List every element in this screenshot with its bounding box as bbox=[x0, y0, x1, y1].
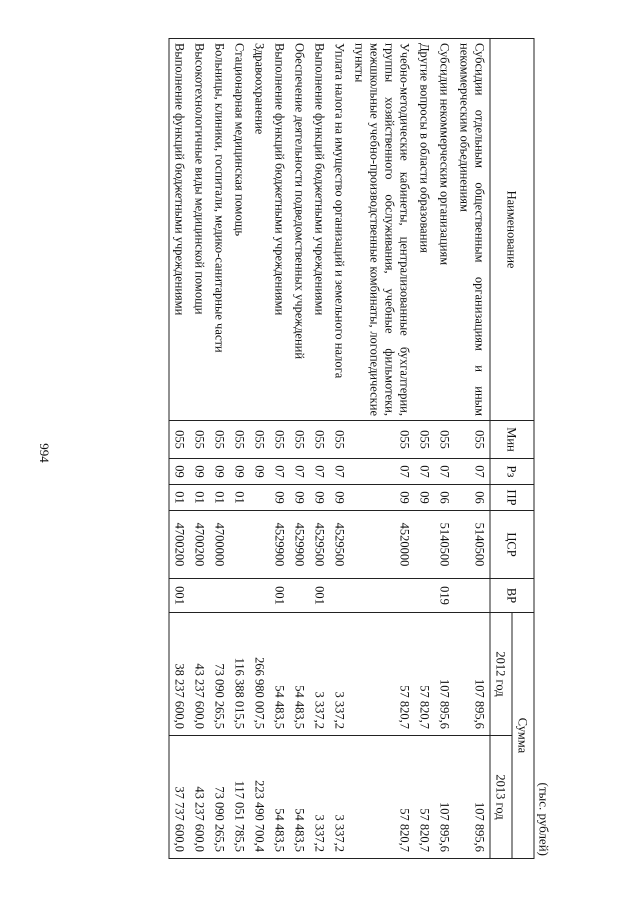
table-row bbox=[435, 39, 455, 859]
row-vr bbox=[210, 579, 230, 613]
row-pr: 01 bbox=[230, 485, 250, 511]
row-sum-2012: 107 895,6 bbox=[435, 613, 455, 736]
table-row bbox=[455, 39, 491, 859]
row-sum-2013: 107 895,6 bbox=[455, 736, 491, 859]
row-rz: 09 bbox=[169, 459, 190, 485]
table-row bbox=[270, 39, 290, 859]
row-name: Высокотехнологичные виды медицинской помощи bbox=[190, 39, 210, 421]
row-rz: 07 bbox=[290, 459, 310, 485]
row-csr bbox=[230, 511, 250, 579]
row-csr bbox=[250, 511, 270, 579]
row-csr: 4529500 bbox=[330, 511, 350, 579]
row-pr: 09 bbox=[290, 485, 310, 511]
row-pr: 01 bbox=[210, 485, 230, 511]
row-min: 055 bbox=[230, 421, 250, 459]
row-sum-2013: 43 237 600,0 bbox=[190, 736, 210, 859]
row-name: Другие вопросы в области образования bbox=[415, 39, 435, 421]
header-rz: Рз bbox=[490, 459, 534, 485]
row-min: 055 bbox=[310, 421, 330, 459]
row-vr bbox=[290, 579, 310, 613]
header-year-2013: 2013 год bbox=[490, 736, 512, 859]
header-pr: ПР bbox=[490, 485, 534, 511]
row-pr: 01 bbox=[190, 485, 210, 511]
row-rz: 09 bbox=[230, 459, 250, 485]
row-vr bbox=[250, 579, 270, 613]
header-year-2012: 2012 год bbox=[490, 613, 512, 736]
row-name: Субсидии некоммерческим организациям bbox=[435, 39, 455, 421]
table-row bbox=[415, 39, 435, 859]
row-min: 055 bbox=[330, 421, 350, 459]
row-vr bbox=[350, 579, 415, 613]
row-csr: 4529500 bbox=[310, 511, 330, 579]
table-row bbox=[190, 39, 210, 859]
table-row bbox=[290, 39, 310, 859]
page-number: 994 bbox=[37, 443, 52, 463]
row-sum-2013: 3 337,2 bbox=[310, 736, 330, 859]
row-pr bbox=[250, 485, 270, 511]
row-pr: 09 bbox=[350, 485, 415, 511]
table-body bbox=[169, 39, 490, 859]
row-min: 055 bbox=[290, 421, 310, 459]
row-sum-2013: 57 820,7 bbox=[415, 736, 435, 859]
table-row bbox=[230, 39, 250, 859]
row-sum-2012: 3 337,2 bbox=[310, 613, 330, 736]
row-vr: 001 bbox=[169, 579, 190, 613]
row-min: 055 bbox=[415, 421, 435, 459]
row-vr: 001 bbox=[310, 579, 330, 613]
row-rz: 09 bbox=[250, 459, 270, 485]
row-sum-2012: 116 388 015,5 bbox=[230, 613, 250, 736]
row-name: Стационарная медицинская помощь bbox=[230, 39, 250, 421]
row-rz: 09 bbox=[210, 459, 230, 485]
row-vr bbox=[190, 579, 210, 613]
units-note: (тыс. рублей) bbox=[536, 782, 552, 856]
row-csr: 4520000 bbox=[350, 511, 415, 579]
header-sum: Сумма bbox=[512, 613, 534, 859]
row-pr: 09 bbox=[330, 485, 350, 511]
row-name: Субсидии отдельным общественным организациям и иным некоммерческим объединениям bbox=[455, 39, 491, 421]
row-csr: 5140500 bbox=[455, 511, 491, 579]
row-min: 055 bbox=[435, 421, 455, 459]
row-rz: 07 bbox=[330, 459, 350, 485]
row-vr: 019 bbox=[435, 579, 455, 613]
table-row bbox=[310, 39, 330, 859]
row-sum-2013: 54 483,5 bbox=[290, 736, 310, 859]
row-csr: 5140500 bbox=[435, 511, 455, 579]
row-min: 055 bbox=[455, 421, 491, 459]
row-pr: 09 bbox=[310, 485, 330, 511]
row-pr: 09 bbox=[270, 485, 290, 511]
row-name: Уплата налога на имущество организаций и земельного налога bbox=[330, 39, 350, 421]
table-row bbox=[250, 39, 270, 859]
row-min: 055 bbox=[169, 421, 190, 459]
row-sum-2012: 3 337,2 bbox=[330, 613, 350, 736]
row-rz: 07 bbox=[310, 459, 330, 485]
row-sum-2013: 37 737 600,0 bbox=[169, 736, 190, 859]
row-name: Здравоохранение bbox=[250, 39, 270, 421]
row-rz: 09 bbox=[190, 459, 210, 485]
header-name: Наименование bbox=[490, 39, 534, 421]
table-row bbox=[210, 39, 230, 859]
row-vr bbox=[230, 579, 250, 613]
row-csr bbox=[415, 511, 435, 579]
table-row bbox=[330, 39, 350, 859]
row-min: 055 bbox=[210, 421, 230, 459]
row-csr: 4700200 bbox=[190, 511, 210, 579]
row-vr bbox=[415, 579, 435, 613]
row-sum-2013: 3 337,2 bbox=[330, 736, 350, 859]
row-vr bbox=[330, 579, 350, 613]
row-csr: 4700200 bbox=[169, 511, 190, 579]
row-sum-2013: 117 051 785,5 bbox=[230, 736, 250, 859]
table-row bbox=[350, 39, 415, 859]
row-min: 055 bbox=[270, 421, 290, 459]
row-rz: 07 bbox=[455, 459, 491, 485]
header-csr: ЦСР bbox=[490, 511, 534, 579]
budget-table bbox=[169, 38, 535, 859]
row-sum-2012: 43 237 600,0 bbox=[190, 613, 210, 736]
row-name: Выполнение функций бюджетными учреждениями bbox=[169, 39, 190, 421]
table-header bbox=[490, 39, 534, 859]
row-sum-2013: 107 895,6 bbox=[435, 736, 455, 859]
row-sum-2013: 54 483,5 bbox=[270, 736, 290, 859]
row-pr: 01 bbox=[169, 485, 190, 511]
row-pr: 09 bbox=[415, 485, 435, 511]
row-sum-2012: 54 483,5 bbox=[290, 613, 310, 736]
row-min: 055 bbox=[190, 421, 210, 459]
header-vr: ВР bbox=[490, 579, 534, 613]
row-rz: 07 bbox=[270, 459, 290, 485]
row-min: 055 bbox=[250, 421, 270, 459]
row-csr: 4700000 bbox=[210, 511, 230, 579]
row-name: Больницы, клиники, госпитали, медико-санитарные части bbox=[210, 39, 230, 421]
row-rz: 07 bbox=[350, 459, 415, 485]
budget-table-page bbox=[88, 38, 553, 858]
row-pr: 06 bbox=[435, 485, 455, 511]
row-name: Учебно-методические кабинеты, централизованные бухгалтерии, группы хозяйственного обслуживания, учебные фильмотеки, межшкольные учебно-производственные комбинаты, логопедические пункты bbox=[350, 39, 415, 421]
row-name: Обеспечение деятельности подведомственных учреждений bbox=[290, 39, 310, 421]
row-vr bbox=[455, 579, 491, 613]
header-min: Мин bbox=[490, 421, 534, 459]
row-sum-2012: 54 483,5 bbox=[270, 613, 290, 736]
row-sum-2012: 73 090 265,5 bbox=[210, 613, 230, 736]
row-csr: 4529900 bbox=[290, 511, 310, 579]
row-sum-2012: 266 980 007,5 bbox=[250, 613, 270, 736]
row-sum-2013: 73 090 265,5 bbox=[210, 736, 230, 859]
row-sum-2013: 223 490 700,4 bbox=[250, 736, 270, 859]
row-csr: 4529900 bbox=[270, 511, 290, 579]
row-name: Выполнение функций бюджетными учреждениями bbox=[310, 39, 330, 421]
row-sum-2013: 57 820,7 bbox=[350, 736, 415, 859]
row-pr: 06 bbox=[455, 485, 491, 511]
row-min: 055 bbox=[350, 421, 415, 459]
row-name: Выполнение функций бюджетными учреждениями bbox=[270, 39, 290, 421]
row-vr: 001 bbox=[270, 579, 290, 613]
row-sum-2012: 57 820,7 bbox=[415, 613, 435, 736]
row-sum-2012: 107 895,6 bbox=[455, 613, 491, 736]
table-row bbox=[169, 39, 190, 859]
row-sum-2012: 57 820,7 bbox=[350, 613, 415, 736]
row-rz: 07 bbox=[435, 459, 455, 485]
row-rz: 07 bbox=[415, 459, 435, 485]
row-sum-2012: 38 237 600,0 bbox=[169, 613, 190, 736]
